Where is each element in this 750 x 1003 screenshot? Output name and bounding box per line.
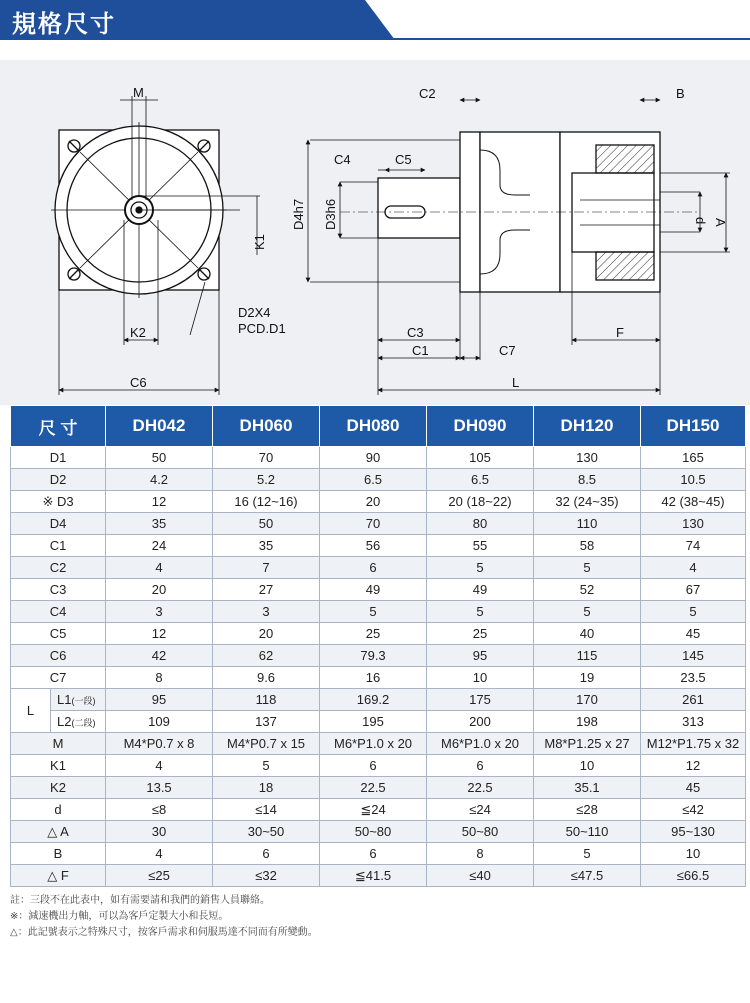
table-cell: 62 (213, 645, 320, 667)
table-cell: M6*P1.0 x 20 (320, 733, 427, 755)
table-body (11, 447, 746, 887)
label-d: d (693, 217, 708, 225)
table-cell: 5 (427, 601, 534, 623)
table-cell: M4*P0.7 x 15 (213, 733, 320, 755)
table-cell: 5 (641, 601, 746, 623)
table-cell: 20 (18~22) (427, 491, 534, 513)
table-cell: 10 (641, 843, 746, 865)
table-row (11, 491, 746, 513)
table-cell: 5 (534, 601, 641, 623)
label-k2: K2 (130, 325, 146, 340)
table-cell: ≤40 (427, 865, 534, 887)
table-row (11, 579, 746, 601)
table-cell: 55 (427, 535, 534, 557)
label-a: A (713, 218, 728, 227)
header-size: 尺 寸 (11, 406, 106, 447)
param-name: C2 (11, 557, 106, 579)
param-subname (51, 689, 106, 711)
table-cell: 12 (641, 755, 746, 777)
table-cell: 16 (12~16) (213, 491, 320, 513)
label-pcd: PCD.D1 (238, 321, 286, 336)
subparam-note: (二段) (71, 718, 96, 728)
table-cell: 20 (106, 579, 213, 601)
table-cell: 35.1 (534, 777, 641, 799)
table-cell: 50~110 (534, 821, 641, 843)
table-cell: 109 (106, 711, 213, 733)
table-cell: 4 (106, 755, 213, 777)
label-d4h7: D4h7 (291, 198, 306, 230)
note-2: ※：減速機出力軸，可以為客戶定製大小和長短。 (10, 911, 229, 922)
table-cell: 40 (534, 623, 641, 645)
param-name: C7 (11, 667, 106, 689)
table-row (11, 843, 746, 865)
subparam-label: L2 (57, 714, 72, 729)
table-header-row (11, 406, 746, 447)
table-cell: 42 (106, 645, 213, 667)
table-cell: 6 (213, 843, 320, 865)
table-cell: 5 (320, 601, 427, 623)
table-cell: 67 (641, 579, 746, 601)
label-c4: C4 (334, 152, 351, 167)
label-c1: C1 (412, 343, 429, 358)
header-dh080: DH080 (320, 406, 427, 447)
table-cell: M6*P1.0 x 20 (427, 733, 534, 755)
table-cell: 79.3 (320, 645, 427, 667)
table-cell: 95 (106, 689, 213, 711)
table-cell: 3 (106, 601, 213, 623)
table-cell: 8 (427, 843, 534, 865)
table-row (11, 557, 746, 579)
table-cell: 6.5 (427, 469, 534, 491)
table-cell: 137 (213, 711, 320, 733)
label-m: M (133, 85, 144, 100)
param-name: C6 (11, 645, 106, 667)
table-cell: 74 (641, 535, 746, 557)
label-d2x4: D2X4 (238, 305, 271, 320)
table-cell: 27 (213, 579, 320, 601)
subparam-label: L1 (57, 692, 72, 707)
param-name: D2 (11, 469, 106, 491)
table-cell: 118 (213, 689, 320, 711)
label-c6: C6 (130, 375, 147, 390)
table-cell: 58 (534, 535, 641, 557)
table-row (11, 469, 746, 491)
table-cell: 7 (213, 557, 320, 579)
table-cell: ≤14 (213, 799, 320, 821)
table-cell: M12*P1.75 x 32 (641, 733, 746, 755)
table-row (11, 601, 746, 623)
label-c5: C5 (395, 152, 412, 167)
section-header (0, 0, 750, 40)
table-cell: 195 (320, 711, 427, 733)
table-cell: 90 (320, 447, 427, 469)
table-cell: 165 (641, 447, 746, 469)
table-cell: 10.5 (641, 469, 746, 491)
note-3: △：此記號表示之特殊尺寸，按客戶需求和伺服馬達不同而有所變動。 (10, 927, 318, 938)
table-cell: 8.5 (534, 469, 641, 491)
param-subname (51, 711, 106, 733)
param-name: d (11, 799, 106, 821)
table-cell: 10 (534, 755, 641, 777)
table-cell: 5.2 (213, 469, 320, 491)
table-cell: ≦24 (320, 799, 427, 821)
label-l: L (512, 375, 520, 390)
technical-drawing (0, 60, 750, 405)
param-group-l: L (11, 689, 51, 733)
table-row (11, 513, 746, 535)
header-dh150: DH150 (641, 406, 746, 447)
table-cell: 6 (320, 557, 427, 579)
table-cell: 25 (427, 623, 534, 645)
note-1: 註：三段不在此表中，如有需要請和我們的銷售人員聯絡。 (10, 895, 270, 906)
table-cell: ≤32 (213, 865, 320, 887)
notes (10, 893, 318, 941)
front-view (51, 96, 260, 395)
table-cell: 20 (320, 491, 427, 513)
table-cell: 23.5 (641, 667, 746, 689)
table-cell: 115 (534, 645, 641, 667)
table-cell: 13.5 (106, 777, 213, 799)
table-cell: ≤47.5 (534, 865, 641, 887)
table-row (11, 755, 746, 777)
spec-table (10, 405, 746, 887)
header-dh042: DH042 (106, 406, 213, 447)
table-cell: ≤66.5 (641, 865, 746, 887)
table-cell: 6.5 (320, 469, 427, 491)
table-cell: 6 (320, 843, 427, 865)
table-cell: 49 (320, 579, 427, 601)
table-row (11, 535, 746, 557)
table-cell: 95 (427, 645, 534, 667)
table-row (11, 623, 746, 645)
label-k1: K1 (252, 234, 267, 250)
table-cell: 5 (427, 557, 534, 579)
table-cell: ≤42 (641, 799, 746, 821)
table-cell: 22.5 (320, 777, 427, 799)
table-cell: ≤28 (534, 799, 641, 821)
table-cell: 110 (534, 513, 641, 535)
subparam-note: (一段) (71, 696, 96, 706)
header-dh120: DH120 (534, 406, 641, 447)
table-row (11, 689, 746, 711)
table-cell: 24 (106, 535, 213, 557)
param-name: C3 (11, 579, 106, 601)
param-name: D4 (11, 513, 106, 535)
table-cell: 170 (534, 689, 641, 711)
table-cell: 16 (320, 667, 427, 689)
table-cell: 200 (427, 711, 534, 733)
table-row (11, 733, 746, 755)
table-cell: 5 (213, 755, 320, 777)
table-cell: 5 (534, 843, 641, 865)
label-c3: C3 (407, 325, 424, 340)
label-d3h6: D3h6 (323, 198, 338, 230)
table-cell: 130 (534, 447, 641, 469)
table-cell: 4.2 (106, 469, 213, 491)
table-cell: 12 (106, 491, 213, 513)
param-name: ※ D3 (11, 491, 106, 513)
param-name: △ A (11, 821, 106, 843)
page-title: 規格尺寸 (12, 9, 116, 38)
table-cell: 130 (641, 513, 746, 535)
table-cell: 35 (106, 513, 213, 535)
table-row (11, 865, 746, 887)
param-name: C4 (11, 601, 106, 623)
table-cell: 20 (213, 623, 320, 645)
table-cell: 4 (641, 557, 746, 579)
table-cell: 198 (534, 711, 641, 733)
table-cell: 35 (213, 535, 320, 557)
table-cell: 12 (106, 623, 213, 645)
label-f: F (616, 325, 624, 340)
param-name: B (11, 843, 106, 865)
table-cell: 18 (213, 777, 320, 799)
table-row (11, 645, 746, 667)
param-name: K2 (11, 777, 106, 799)
label-c2: C2 (419, 86, 436, 101)
table-cell: 30~50 (213, 821, 320, 843)
table-cell: 42 (38~45) (641, 491, 746, 513)
param-name: M (11, 733, 106, 755)
header-dh060: DH060 (213, 406, 320, 447)
table-cell: 169.2 (320, 689, 427, 711)
table-cell: 4 (106, 843, 213, 865)
param-name: D1 (11, 447, 106, 469)
label-b: B (676, 86, 685, 101)
table-cell: 50~80 (427, 821, 534, 843)
table-cell: 175 (427, 689, 534, 711)
table-cell: M4*P0.7 x 8 (106, 733, 213, 755)
table-cell: 8 (106, 667, 213, 689)
table-cell: 4 (106, 557, 213, 579)
table-cell: 313 (641, 711, 746, 733)
table-row (11, 447, 746, 469)
table-cell: ≤8 (106, 799, 213, 821)
table-cell: ≤25 (106, 865, 213, 887)
param-name: K1 (11, 755, 106, 777)
table-cell: 25 (320, 623, 427, 645)
table-cell: M8*P1.25 x 27 (534, 733, 641, 755)
table-cell: 80 (427, 513, 534, 535)
table-cell: 50~80 (320, 821, 427, 843)
table-cell: 50 (213, 513, 320, 535)
table-cell: 70 (213, 447, 320, 469)
table-cell: 56 (320, 535, 427, 557)
table-cell: 9.6 (213, 667, 320, 689)
table-cell: 10 (427, 667, 534, 689)
table-row (11, 799, 746, 821)
table-cell: 30 (106, 821, 213, 843)
header-dh090: DH090 (427, 406, 534, 447)
label-c7: C7 (499, 343, 516, 358)
table-cell: 32 (24~35) (534, 491, 641, 513)
table-cell: 145 (641, 645, 746, 667)
table-cell: 45 (641, 777, 746, 799)
table-cell: 105 (427, 447, 534, 469)
table-cell: 3 (213, 601, 320, 623)
table-row (11, 777, 746, 799)
table-cell: 5 (534, 557, 641, 579)
table-cell: 49 (427, 579, 534, 601)
table-cell: ≦41.5 (320, 865, 427, 887)
table-cell: 70 (320, 513, 427, 535)
table-row (11, 821, 746, 843)
param-name: C5 (11, 623, 106, 645)
table-cell: 261 (641, 689, 746, 711)
table-cell: 22.5 (427, 777, 534, 799)
table-row (11, 711, 746, 733)
table-row (11, 667, 746, 689)
table-cell: ≤24 (427, 799, 534, 821)
table-cell: 95~130 (641, 821, 746, 843)
side-view (308, 100, 730, 395)
table-cell: 52 (534, 579, 641, 601)
table-cell: 45 (641, 623, 746, 645)
table-cell: 6 (427, 755, 534, 777)
table-cell: 6 (320, 755, 427, 777)
table-cell: 50 (106, 447, 213, 469)
param-name: △ F (11, 865, 106, 887)
table-cell: 19 (534, 667, 641, 689)
param-name: C1 (11, 535, 106, 557)
